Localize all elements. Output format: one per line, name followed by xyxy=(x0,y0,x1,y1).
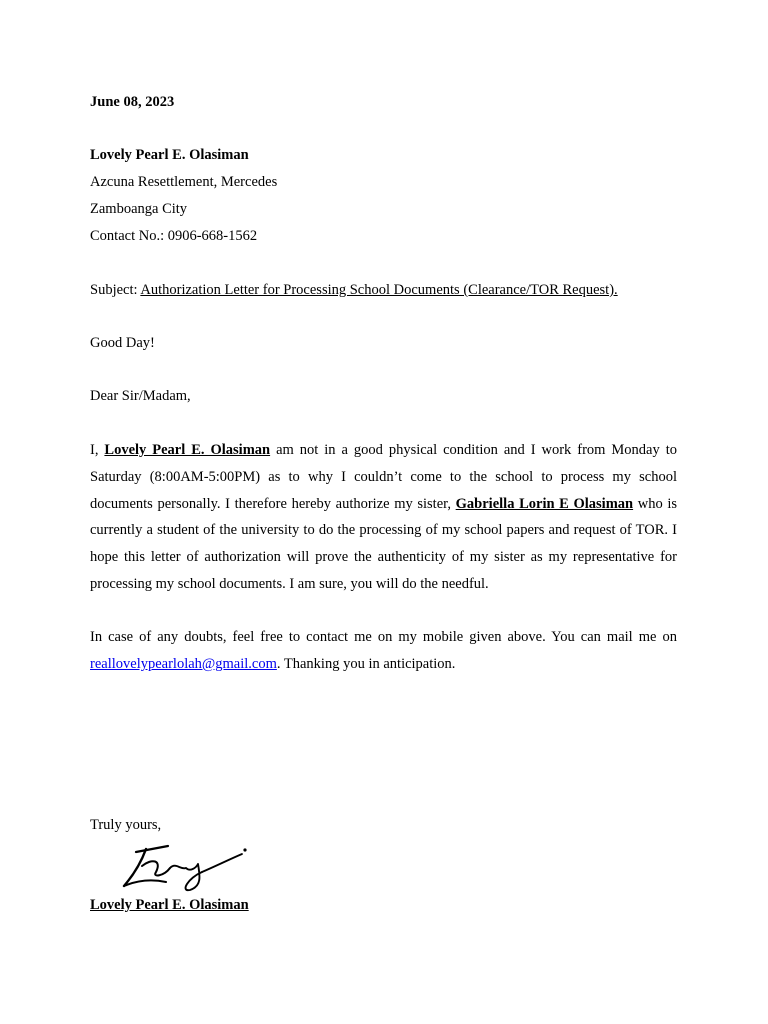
handwritten-signature-icon xyxy=(118,842,250,896)
body1-text-part1: am not in a good physical condition and I work from Monday to Saturday (8:00AM-5:00PM) as to why I couldn’t come to the school to process my school documents personally. I therefore hereby authorize my sister, xyxy=(90,442,677,512)
closing: Truly yours, xyxy=(90,817,162,833)
body1-sender-name: Lovely Pearl E. Olasiman xyxy=(104,442,271,458)
body2-text-part1: In case of any doubts, feel free to contact me on my mobile given above. You can mail me on xyxy=(90,629,677,645)
body1-intro: I, xyxy=(90,442,105,458)
subject-label: Subject: xyxy=(90,282,141,298)
sender-name: Lovely Pearl E. Olasiman xyxy=(90,147,249,163)
subject-text: Authorization Letter for Processing School Documents (Clearance/TOR Request). xyxy=(140,282,618,298)
body-paragraph-1 xyxy=(90,437,677,598)
body-paragraph-2 xyxy=(90,624,677,678)
sender-address-line1: Azcuna Resettlement, Mercedes xyxy=(90,174,278,190)
sender-contact: Contact No.: 0906-668-1562 xyxy=(90,228,258,244)
letter-date: June 08, 2023 xyxy=(90,94,175,110)
body1-sister-name: Gabriella Lorin E Olasiman xyxy=(455,495,634,512)
body2-text-part2: . Thanking you in anticipation. xyxy=(276,655,456,672)
greeting: Good Day! xyxy=(90,335,155,351)
subject-line xyxy=(90,280,618,300)
signature-name: Lovely Pearl E. Olasiman xyxy=(90,897,249,913)
body1-text-part2: who is currently a student of the university to do the processing of my school papers and request of TOR. I hope this letter of authorization will prove the authenticity of my sister as my representative for processing my school documents. I am sure, you will do the needful. xyxy=(90,495,677,592)
salutation: Dear Sir/Madam, xyxy=(90,388,191,404)
sender-address-line2: Zamboanga City xyxy=(90,201,188,217)
email-link[interactable]: reallovelypearlolah@gmail.com xyxy=(90,655,277,672)
